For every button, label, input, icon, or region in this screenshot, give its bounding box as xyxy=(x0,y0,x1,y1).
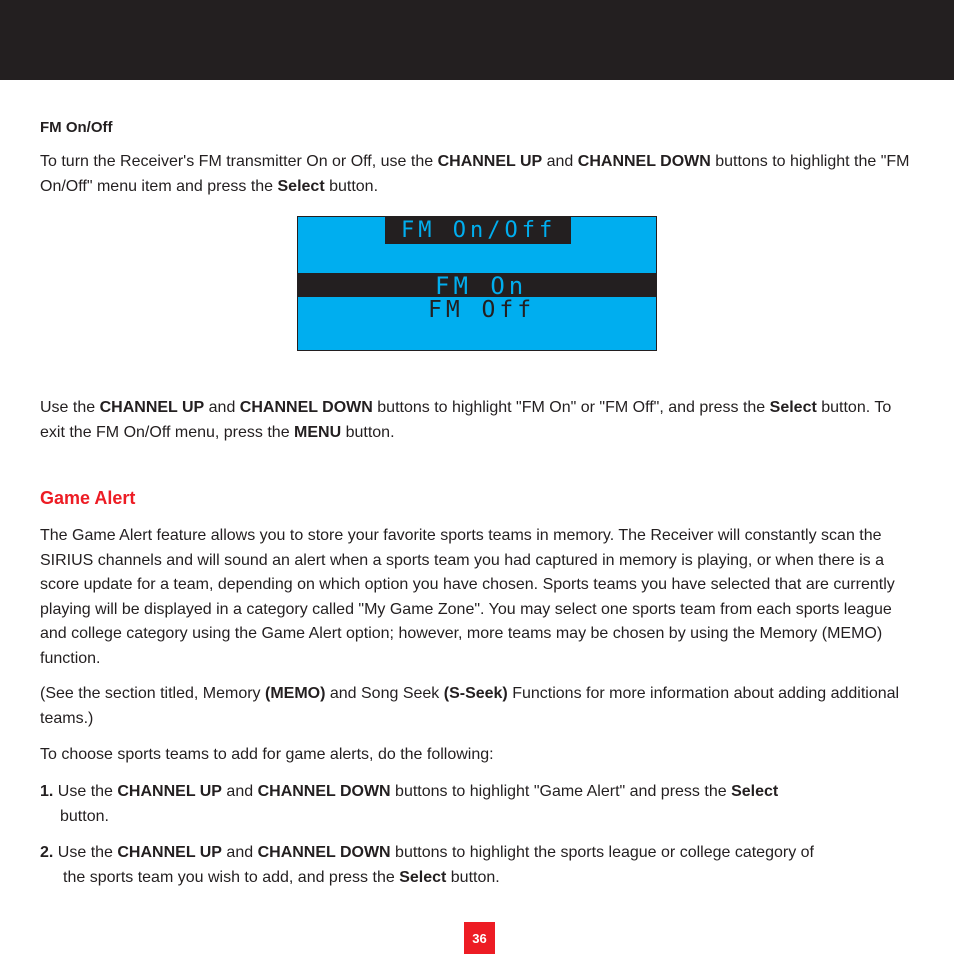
game-alert-description: The Game Alert feature allows you to store your favorite sports teams in memory. The Receiver will constantly scan the SIRIUS channels and will sound an alert when a sports team you had captured in memory is playing, or when there is a score update for a team, depending on which option you have chosen. Sports teams you have selected that are currently playing will be displayed in a category called "My Game Zone". You may select one sports team from each sports league and college category using the Game Alert option; however, more teams may be chosen by using the Memory (MEMO) function. xyxy=(40,527,895,667)
channel-down-label: CHANNEL DOWN xyxy=(257,844,391,861)
see-also-paragraph xyxy=(40,682,920,731)
channel-up-label: CHANNEL UP xyxy=(117,844,222,861)
fm-instructions-paragraph xyxy=(40,396,920,445)
s-seek-label: (S-Seek) xyxy=(443,685,508,702)
channel-up-label: CHANNEL UP xyxy=(117,783,222,800)
lcd-title: FM On/Off xyxy=(401,218,557,243)
text: button. xyxy=(446,868,500,886)
step-2 xyxy=(40,841,920,890)
text: and Song Seek xyxy=(325,685,444,702)
select-label: Select xyxy=(277,177,325,195)
step-number: 1. xyxy=(40,783,54,800)
text: To turn the Receiver's FM transmitter On or Off, use the xyxy=(40,153,438,170)
lcd-option-fm-off: FM Off xyxy=(428,297,536,323)
step-1 xyxy=(40,780,920,829)
lcd-option-fm-on: FM On xyxy=(435,272,528,300)
text: buttons to highlight the "FM On/Off" menu item and press the xyxy=(40,153,910,195)
lead-in-paragraph: To choose sports teams to add for game alerts, do the following: xyxy=(40,746,494,763)
select-label: Select xyxy=(769,399,817,416)
channel-down-label: CHANNEL DOWN xyxy=(239,399,373,416)
header-bar xyxy=(0,0,954,80)
select-label: Select xyxy=(731,783,779,800)
text: buttons to highlight "FM On" or "FM Off", and press the xyxy=(372,399,770,416)
select-label: Select xyxy=(399,868,447,886)
text: and xyxy=(542,153,578,170)
text: and xyxy=(221,844,258,861)
text: and xyxy=(221,783,258,800)
step-number: 2. xyxy=(40,844,54,861)
channel-down-label: CHANNEL DOWN xyxy=(257,783,391,800)
channel-down-label: CHANNEL DOWN xyxy=(577,153,711,170)
channel-up-label: CHANNEL UP xyxy=(437,153,543,170)
fm-intro-paragraph xyxy=(40,150,920,199)
menu-label: MENU xyxy=(294,423,342,441)
text: Functions for more information about adding additional teams.) xyxy=(40,685,900,727)
step-2-continued xyxy=(40,866,500,891)
text: Use the xyxy=(40,399,100,416)
page-number: 36 xyxy=(464,922,495,954)
text: button. xyxy=(324,177,379,195)
text: button. xyxy=(60,807,109,825)
game-alert-heading: Game Alert xyxy=(40,488,136,508)
text: (See the section titled, Memory xyxy=(40,685,265,702)
text: buttons to highlight "Game Alert" and press the xyxy=(390,783,732,800)
text: and xyxy=(204,399,240,416)
text: Use the xyxy=(53,844,118,861)
text: button. To exit the FM On/Off menu, press the xyxy=(40,399,892,441)
fm-onoff-heading: FM On/Off xyxy=(40,119,113,136)
memo-label: (MEMO) xyxy=(264,685,326,702)
text: button. xyxy=(341,423,395,441)
lcd-display xyxy=(297,216,657,351)
text: the sports team you wish to add, and press the xyxy=(63,868,400,886)
text: buttons to highlight the sports league or college category of xyxy=(390,844,814,861)
text: Use the xyxy=(53,783,118,800)
channel-up-label: CHANNEL UP xyxy=(99,399,205,416)
